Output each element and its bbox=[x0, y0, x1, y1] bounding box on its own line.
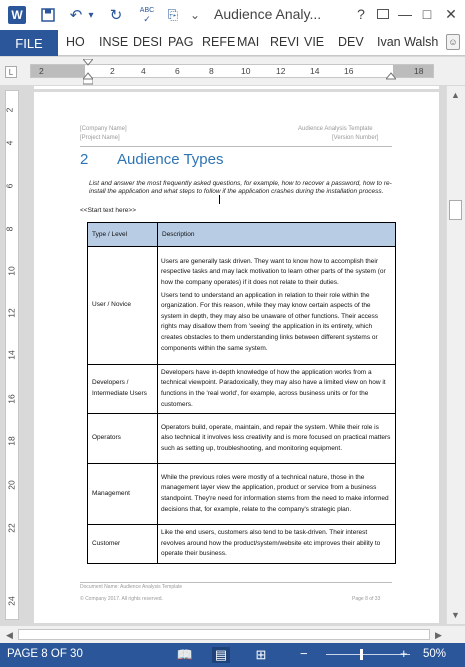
zoom-out-button[interactable]: − bbox=[300, 646, 308, 661]
ruler-tick: 14 bbox=[310, 66, 320, 76]
table-row bbox=[88, 247, 396, 365]
tab-home[interactable]: HO bbox=[66, 35, 85, 49]
word-app-icon[interactable] bbox=[6, 4, 28, 26]
customize-qa-button[interactable] bbox=[188, 4, 202, 26]
ruler-tick: 20 bbox=[6, 480, 17, 490]
description-paragraph: Like the end users, customers also tend to be task-driven. Their interest revolves around how the product/system/website etc improves their ability to operate their business. bbox=[161, 529, 381, 558]
heading-number[interactable]: 2 bbox=[80, 151, 89, 168]
web-layout-icon: ⊞ bbox=[255, 647, 267, 662]
indent-markers[interactable] bbox=[83, 59, 93, 85]
read-mode-button[interactable] bbox=[176, 647, 194, 663]
table-row bbox=[88, 414, 396, 464]
vertical-scroll-thumb[interactable] bbox=[449, 200, 462, 220]
ruler-tick: 2 bbox=[39, 66, 44, 76]
ruler-tick: 18 bbox=[6, 436, 17, 446]
zoom-in-button[interactable]: + bbox=[400, 646, 408, 661]
window-title: Audience Analy... bbox=[214, 6, 322, 22]
zoom-slider-thumb[interactable] bbox=[360, 649, 363, 660]
customize-icon: ⌄ bbox=[189, 8, 201, 22]
tab-page-layout[interactable]: PAG bbox=[168, 35, 194, 49]
header-doc-title[interactable]: Audience Analysis Template bbox=[298, 126, 373, 132]
chevron-down-icon: ▾ bbox=[88, 9, 94, 21]
zoom-slider[interactable] bbox=[326, 654, 410, 655]
ruler-tick: 22 bbox=[6, 523, 17, 533]
tab-selector[interactable]: L bbox=[5, 66, 17, 78]
ruler-tick: 6 bbox=[4, 183, 15, 189]
header-project-name[interactable]: [Project Name] bbox=[80, 135, 120, 141]
undo-button[interactable] bbox=[66, 4, 86, 26]
ruler-tick: 14 bbox=[6, 350, 17, 360]
restore-icon: □ bbox=[422, 6, 432, 22]
table-header-row bbox=[88, 223, 396, 247]
redo-icon: ↻ bbox=[109, 7, 123, 24]
spelling-button[interactable]: ABC ✓ bbox=[139, 6, 155, 24]
status-bar bbox=[0, 643, 465, 667]
ruler-tick: 2 bbox=[4, 107, 15, 113]
description-cell[interactable] bbox=[158, 525, 396, 564]
column-header-description[interactable]: Description bbox=[158, 223, 396, 247]
tab-developer[interactable]: DEV bbox=[338, 35, 364, 49]
web-layout-button[interactable] bbox=[252, 647, 270, 663]
help-icon: ? bbox=[357, 6, 365, 22]
description-paragraph: Developers have in-depth knowledge of how the application works from a technical viewpoint. Paradoxically, they may also have a limited view on how it functions in the 'real world', for example, across business units or for the customers. bbox=[161, 368, 386, 408]
tab-view[interactable]: VIE bbox=[304, 35, 325, 49]
footer-copyright[interactable]: © Company 2017. All rights reserved. bbox=[80, 596, 163, 602]
redo-button[interactable] bbox=[106, 4, 126, 26]
type-cell[interactable]: Management bbox=[88, 464, 158, 525]
spelling-icon: ABC bbox=[139, 6, 155, 14]
title-bar bbox=[0, 0, 465, 30]
restore-button[interactable] bbox=[416, 3, 438, 25]
ruler-tick: 18 bbox=[414, 66, 424, 76]
text-cursor bbox=[219, 195, 220, 204]
tab-references[interactable]: REFE bbox=[202, 35, 236, 49]
audience-types-table[interactable] bbox=[87, 222, 396, 564]
read-mode-icon: 📖 bbox=[176, 647, 194, 662]
undo-icon: ↶ bbox=[69, 7, 83, 24]
vertical-scrollbar[interactable] bbox=[446, 86, 465, 624]
heading-title[interactable]: Audience Types bbox=[117, 151, 224, 168]
scroll-left-arrow[interactable]: ◀ bbox=[6, 629, 13, 640]
ruler-tick: 8 bbox=[209, 66, 214, 76]
description-cell[interactable] bbox=[158, 365, 396, 414]
description-cell[interactable] bbox=[158, 414, 396, 464]
help-button[interactable] bbox=[350, 3, 372, 25]
column-header-type[interactable]: Type / Level bbox=[88, 223, 158, 247]
description-paragraph: Users are generally task driven. They want to know how to accomplish their respective tasks and may lack motivation to learn other parts of the system (or how the company operates) if it does not relate to their duties. bbox=[161, 257, 386, 287]
right-indent-marker[interactable] bbox=[386, 71, 396, 83]
tab-insert[interactable]: INSE bbox=[99, 35, 129, 49]
previous-page-bottom bbox=[34, 86, 439, 89]
table-row bbox=[88, 525, 396, 564]
print-layout-icon: ▤ bbox=[214, 647, 228, 662]
type-cell[interactable]: Developers / Intermediate Users bbox=[88, 365, 158, 414]
save-button[interactable] bbox=[38, 4, 58, 26]
scroll-right-arrow[interactable]: ▶ bbox=[435, 629, 442, 640]
footer-page-number[interactable]: Page 8 of 33 bbox=[352, 596, 381, 602]
description-paragraph: Operators build, operate, maintain, and repair the system. While their role is also technical it involves less creativity and is more focused on practical matters such as setting up, troubleshooting, and monitoring equipment. bbox=[161, 423, 391, 452]
footer-divider bbox=[80, 582, 392, 583]
undo-dropdown[interactable] bbox=[86, 4, 96, 26]
vertical-ruler[interactable] bbox=[5, 90, 19, 620]
type-cell[interactable]: User / Novice bbox=[88, 247, 158, 365]
ruler-tick: 12 bbox=[276, 66, 286, 76]
ruler-tick: 12 bbox=[6, 308, 17, 318]
word-logo-icon: W bbox=[8, 6, 26, 24]
ruler-tick: 10 bbox=[6, 266, 17, 276]
footer-document-name[interactable]: Document Name: Audience Analysis Template bbox=[80, 584, 183, 590]
user-name[interactable]: Ivan Walsh bbox=[377, 35, 439, 49]
minimize-button[interactable] bbox=[394, 3, 416, 25]
zoom-level[interactable]: 50% bbox=[423, 648, 447, 660]
feedback-icon[interactable]: ☺ bbox=[446, 34, 460, 50]
print-layout-button[interactable] bbox=[212, 647, 230, 663]
tab-review[interactable]: REVI bbox=[270, 35, 300, 49]
ruler-tick: 2 bbox=[110, 66, 115, 76]
format-painter-button[interactable] bbox=[164, 4, 182, 26]
description-cell[interactable] bbox=[158, 247, 396, 365]
header-divider bbox=[80, 146, 392, 147]
header-version[interactable]: [Version Number] bbox=[332, 135, 379, 141]
ribbon-options-button[interactable] bbox=[372, 3, 394, 25]
save-icon bbox=[41, 8, 55, 22]
ruler-tick: 10 bbox=[241, 66, 251, 76]
table-row bbox=[88, 365, 396, 414]
type-cell[interactable]: Customer bbox=[88, 525, 158, 564]
horizontal-scrollbar[interactable] bbox=[18, 629, 430, 640]
description-paragraph: Users tend to understand an application in relation to their role within the organization. For this reason, while they may know certain aspects of the system in depth, they may also be unaware of other functions. Their access rights may disallow them from 'seeing' the application in its entirety, which creates obstacles to them understanding links between different systems or components within the same system. bbox=[161, 291, 379, 352]
close-button[interactable] bbox=[440, 3, 462, 25]
minimize-icon: — bbox=[398, 6, 412, 22]
scroll-down-arrow[interactable]: ▼ bbox=[451, 610, 460, 620]
ruler-right-margin bbox=[393, 65, 433, 77]
ruler-tick: 4 bbox=[141, 66, 146, 76]
ruler-tick: 6 bbox=[175, 66, 180, 76]
close-icon: ✕ bbox=[445, 5, 457, 22]
tab-file[interactable]: FILE bbox=[0, 30, 58, 56]
ruler-tick: 16 bbox=[6, 394, 17, 404]
ruler-tick: 4 bbox=[4, 140, 15, 146]
ruler-tick: 16 bbox=[344, 66, 354, 76]
tab-design[interactable]: DESI bbox=[133, 35, 163, 49]
page-count[interactable]: PAGE 8 OF 30 bbox=[7, 648, 83, 660]
intro-paragraph[interactable]: List and answer the most frequently asked questions, for example, how to recover a password, how to re-install the application and what steps to follow if the application crashes during the installation process. bbox=[89, 180, 392, 195]
ribbon-tabs bbox=[0, 30, 465, 56]
tab-mailings[interactable]: MAI bbox=[237, 35, 260, 49]
start-text-placeholder[interactable]: <<Start text here>> bbox=[80, 207, 137, 214]
header-company-name[interactable]: [Company Name] bbox=[80, 126, 127, 132]
ribbon-display-icon bbox=[377, 9, 389, 19]
type-cell[interactable]: Operators bbox=[88, 414, 158, 464]
description-cell[interactable] bbox=[158, 464, 396, 525]
scroll-up-arrow[interactable]: ▲ bbox=[451, 90, 460, 100]
table-row bbox=[88, 464, 396, 525]
format-painter-icon: ⎘ bbox=[167, 7, 179, 22]
ruler-tick: 24 bbox=[6, 596, 17, 606]
ruler-tick: 8 bbox=[4, 226, 15, 232]
description-paragraph: While the previous roles were mostly of a technical nature, those in the management layer view the application, product or service from a business standpoint. They're need for information stems from the need to make informed decisions that, for example, relate to the company's strategic plan. bbox=[161, 473, 389, 513]
